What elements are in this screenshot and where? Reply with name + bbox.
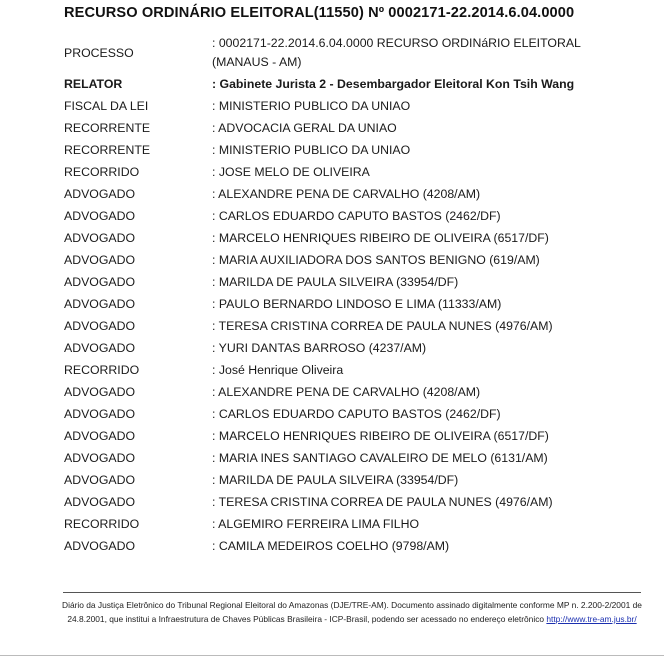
page-footer [58, 598, 646, 626]
parties-list [0, 33, 664, 557]
party-role: RECORRENTE [64, 143, 151, 157]
party-value: : MARCELO HENRIQUES RIBEIRO DE OLIVEIRA (6517/DF) [212, 231, 549, 245]
party-value: : MARIA AUXILIADORA DOS SANTOS BENIGNO (619/AM) [212, 253, 540, 267]
party-value: : MARILDA DE PAULA SILVEIRA (33954/DF) [212, 275, 459, 289]
party-value: : TERESA CRISTINA CORREA DE PAULA NUNES (4976/AM) [212, 319, 553, 333]
party-value: : José Henrique Oliveira [212, 363, 344, 377]
party-row [0, 469, 664, 491]
party-row [0, 249, 664, 271]
party-row [0, 359, 664, 381]
party-row-processo [0, 33, 664, 73]
party-value: : ALEXANDRE PENA DE CARVALHO (4208/AM) [212, 187, 481, 201]
party-row [0, 491, 664, 513]
footer-text: Diário da Justiça Eletrônico do Tribunal Regional Eleitoral do Amazonas (DJE/TRE-AM). Documento assinado digitalmente conforme MP n. 2.200-2/2001 de 24.8.2001, que institui a Infraestrutura de Chaves Públicas Brasileira - ICP-Brasil, podendo ser acessado no endereço eletrônico [62, 600, 642, 624]
party-row [0, 425, 664, 447]
party-role: ADVOGADO [64, 275, 136, 289]
party-value: : MARILDA DE PAULA SILVEIRA (33954/DF) [212, 473, 459, 487]
party-role: RECORRIDO [64, 165, 140, 179]
party-row [0, 117, 664, 139]
party-role: ADVOGADO [64, 429, 136, 443]
party-row [0, 205, 664, 227]
party-value: : MINISTERIO PUBLICO DA UNIAO [212, 143, 411, 157]
party-value: : TERESA CRISTINA CORREA DE PAULA NUNES (4976/AM) [212, 495, 553, 509]
footer-divider [63, 592, 641, 593]
party-role: ADVOGADO [64, 319, 136, 333]
party-role: ADVOGADO [64, 253, 136, 267]
party-value: : CARLOS EDUARDO CAPUTO BASTOS (2462/DF) [212, 209, 501, 223]
party-role: ADVOGADO [64, 231, 136, 245]
party-row [0, 447, 664, 469]
party-role: ADVOGADO [64, 473, 136, 487]
party-value: : MARIA INES SANTIAGO CAVALEIRO DE MELO (6131/AM) [212, 451, 548, 465]
party-role: ADVOGADO [64, 341, 136, 355]
party-row [0, 95, 664, 117]
party-value: : PAULO BERNARDO LINDOSO E LIMA (11333/AM) [212, 297, 502, 311]
party-value: : 0002171-22.2014.6.04.0000 RECURSO ORDINáRIO ELEITORAL (MANAUS - AM) [212, 36, 581, 69]
party-role: ADVOGADO [64, 297, 136, 311]
party-row [0, 403, 664, 425]
party-row [0, 271, 664, 293]
party-row [0, 161, 664, 183]
party-row [0, 139, 664, 161]
party-value: : CARLOS EDUARDO CAPUTO BASTOS (2462/DF) [212, 407, 501, 421]
party-role: RELATOR [64, 77, 123, 91]
party-value: : YURI DANTAS BARROSO (4237/AM) [212, 341, 427, 355]
page-bottom-border [0, 655, 664, 656]
party-value: : JOSE MELO DE OLIVEIRA [212, 165, 370, 179]
party-value: : Gabinete Jurista 2 - Desembargador Eleitoral Kon Tsih Wang [212, 77, 575, 91]
party-role: ADVOGADO [64, 385, 136, 399]
party-row [0, 381, 664, 403]
party-role: RECORRENTE [64, 121, 151, 135]
party-role: ADVOGADO [64, 209, 136, 223]
party-role: PROCESSO [64, 46, 134, 60]
party-role: FISCAL DA LEI [64, 99, 149, 113]
party-role: ADVOGADO [64, 407, 136, 421]
party-value: : MARCELO HENRIQUES RIBEIRO DE OLIVEIRA (6517/DF) [212, 429, 549, 443]
document-title: RECURSO ORDINÁRIO ELEITORAL(11550) Nº 0002171-22.2014.6.04.0000 [64, 5, 575, 21]
party-value: : ALGEMIRO FERREIRA LIMA FILHO [212, 517, 420, 531]
party-row [0, 535, 664, 557]
party-row [0, 337, 664, 359]
party-row [0, 315, 664, 337]
party-row [0, 183, 664, 205]
party-row [0, 293, 664, 315]
party-role: ADVOGADO [64, 187, 136, 201]
party-value: : CAMILA MEDEIROS COELHO (9798/AM) [212, 539, 450, 553]
party-row [0, 227, 664, 249]
party-value: : ADVOCACIA GERAL DA UNIAO [212, 121, 397, 135]
party-row [0, 513, 664, 535]
party-role: ADVOGADO [64, 451, 136, 465]
party-role: ADVOGADO [64, 495, 136, 509]
party-role: ADVOGADO [64, 539, 136, 553]
party-value: : MINISTERIO PUBLICO DA UNIAO [212, 99, 411, 113]
party-value: : ALEXANDRE PENA DE CARVALHO (4208/AM) [212, 385, 481, 399]
footer-link[interactable]: http://www.tre-am.jus.br/ [546, 614, 637, 624]
party-row-relator [0, 73, 664, 95]
party-role: RECORRIDO [64, 517, 140, 531]
party-role: RECORRIDO [64, 363, 140, 377]
